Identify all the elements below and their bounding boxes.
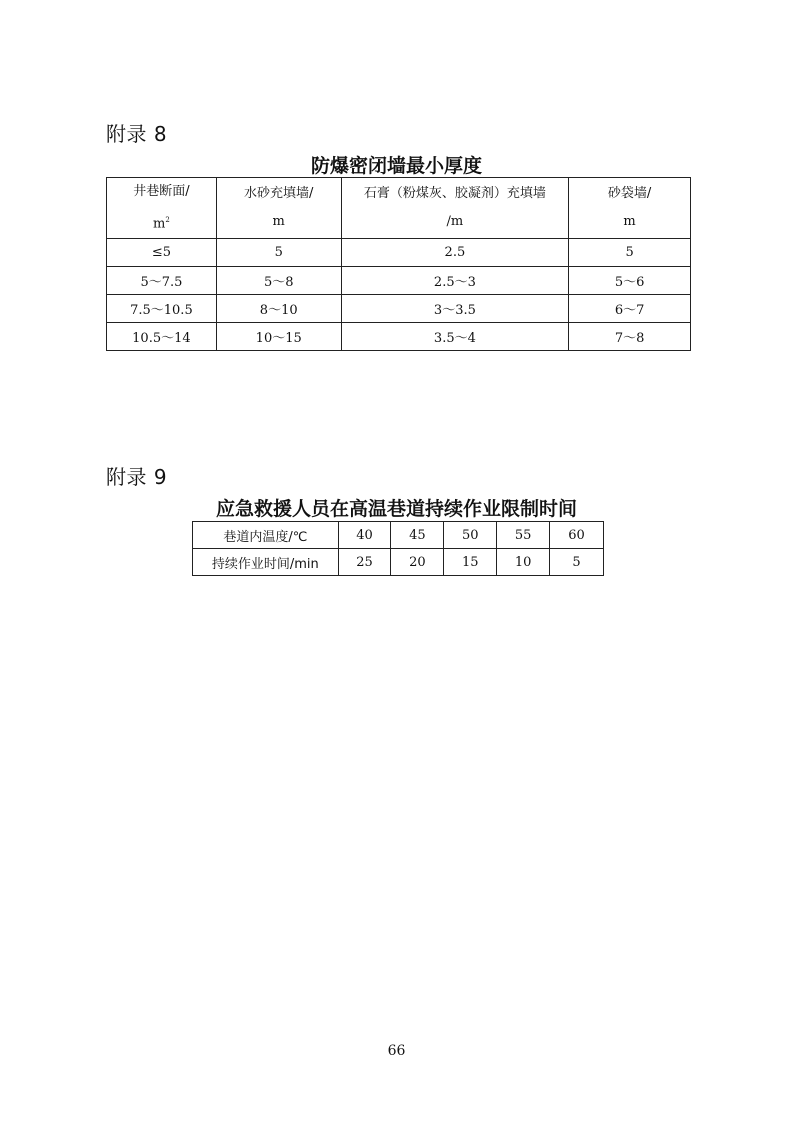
header-cell-water-sand (216, 178, 341, 239)
appendix-8-heading: 附录 8 (106, 122, 168, 146)
table-cell: 2.5～3 (341, 267, 569, 295)
table-cell: 5 (216, 239, 341, 267)
table-cell: 10～15 (216, 323, 341, 351)
table-cell: 50 (444, 522, 497, 549)
header-cell-section (107, 178, 217, 239)
header-line: 石膏（粉煤灰、胶凝剂）充填墙 (363, 186, 546, 201)
table-cell: 60 (550, 522, 604, 549)
table-row (193, 522, 604, 549)
table-cell: 2.5 (341, 239, 569, 267)
header-line: 砂袋墙/ (607, 186, 652, 201)
header-cell-sandbag (569, 178, 691, 239)
high-temperature-time-table (192, 521, 604, 576)
page-number: 66 (387, 1043, 406, 1059)
table-cell: 15 (444, 549, 497, 576)
header-line: 水砂充填墙/ (244, 186, 314, 201)
appendix-9-heading: 附录 9 (106, 465, 168, 489)
appendix-8-title: 防爆密闭墙最小厚度 (310, 155, 482, 177)
table-cell: 5 (569, 239, 691, 267)
table-row (193, 549, 604, 576)
row-label-temperature: 巷道内温度/℃ (193, 522, 339, 549)
table-cell: 5 (550, 549, 604, 576)
table-row (107, 267, 691, 295)
table-cell: 5～7.5 (107, 267, 217, 295)
wall-thickness-table (106, 177, 691, 351)
table-cell: 55 (497, 522, 550, 549)
table-cell: 6～7 (569, 295, 691, 323)
header-unit: m (623, 214, 636, 229)
table-cell: 20 (391, 549, 444, 576)
header-cell-gypsum (341, 178, 569, 239)
table-header-row (107, 178, 691, 239)
table-cell: 8～10 (216, 295, 341, 323)
table-row (107, 323, 691, 351)
header-unit: m (272, 214, 285, 229)
row-label-duration: 持续作业时间/min (193, 549, 339, 576)
table-cell: 3.5～4 (341, 323, 569, 351)
table-cell: 40 (338, 522, 391, 549)
table-cell: 25 (338, 549, 391, 576)
appendix-9-title: 应急救援人员在高温巷道持续作业限制时间 (215, 498, 577, 520)
table-cell: ≤5 (107, 239, 217, 267)
table-row (107, 295, 691, 323)
header-unit: /m (446, 214, 464, 229)
table-cell: 45 (391, 522, 444, 549)
table-cell: 10.5～14 (107, 323, 217, 351)
table-cell: 7.5～10.5 (107, 295, 217, 323)
table-cell: 7～8 (569, 323, 691, 351)
table-cell: 3～3.5 (341, 295, 569, 323)
table-row (107, 239, 691, 267)
table-cell: 5～6 (569, 267, 691, 295)
header-unit: $m^2$ (153, 215, 170, 232)
table-cell: 5～8 (216, 267, 341, 295)
table-cell: 10 (497, 549, 550, 576)
header-line: 井巷断面/ (133, 183, 190, 199)
